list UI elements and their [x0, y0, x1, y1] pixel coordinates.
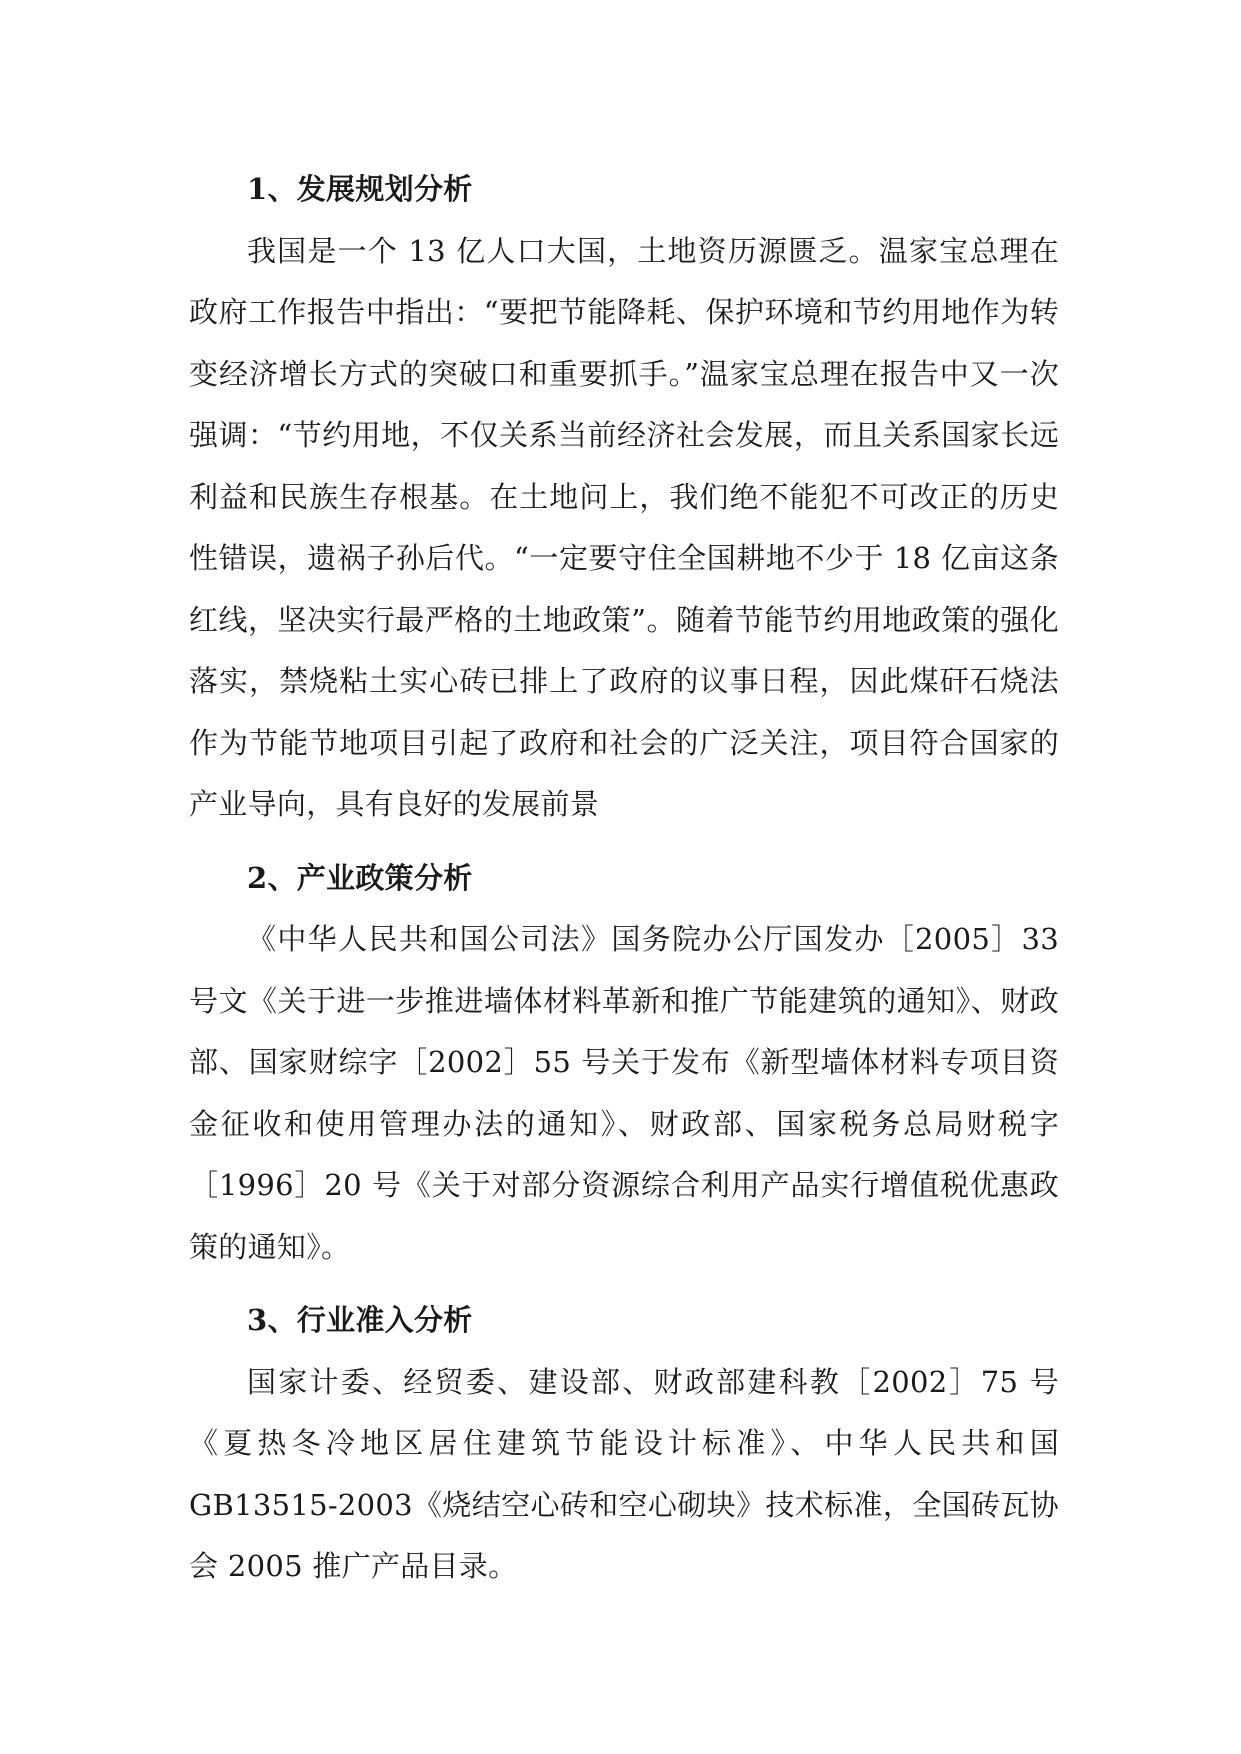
section-industry-access — [189, 1290, 1059, 1598]
section-development-planning — [189, 159, 1059, 836]
section-paragraph: 《中华人民共和国公司法》国务院办公厅国发办［2005］33 号文《关于进一步推进墙体材料革新和推广节能建筑的通知》、财政部、国家财综字［2002］55 号关于发布《新型墙体材料专项目资金征收和使用管理办法的通知》、财政部、国家税务总局财税字［1996］20 号《关于对部分资源综合利用产品实行增值税优惠政策的通知》。 — [189, 922, 1059, 1264]
section-heading: 2、产业政策分析 — [247, 860, 473, 895]
section-paragraph: 我国是一个 13 亿人口大国，土地资历源匮乏。温家宝总理在政府工作报告中指出：“要把节能降耗、保护环境和节约用地作为转变经济增长方式的突破口和重要抓手。”温家宝总理在报告中又一次强调：“节约用地，不仅关系当前经济社会发展，而且关系国家长远利益和民族生存根基。在土地问上，我们绝不能犯不可改正的历史性错误，遗祸子孙后代。“一定要守住全国耕地不少于 18 亿亩这条红线，坚决实行最严格的土地政策”。随着节能节约用地政策的强化落实，禁烧粘土实心砖已排上了政府的议事日程，因此煤矸石烧法作为节能节地项目引起了政府和社会的广泛关注，项目符合国家的产业导向，具有良好的发展前景 — [189, 233, 1059, 821]
section-industry-policy — [189, 848, 1059, 1279]
document-page — [189, 159, 1059, 1610]
section-heading: 1、发展规划分析 — [247, 172, 473, 206]
section-paragraph: 国家计委、经贸委、建设部、财政部建科教［2002］75 号《夏热冬冷地区居住建筑节能设计标准》、中华人民共和国 GB13515-2003《烧结空心砖和空心砌块》技术标准，全国砖瓦协会 2005 推广产品目录。 — [189, 1364, 1059, 1583]
section-heading: 3、行业准入分析 — [247, 1303, 473, 1337]
